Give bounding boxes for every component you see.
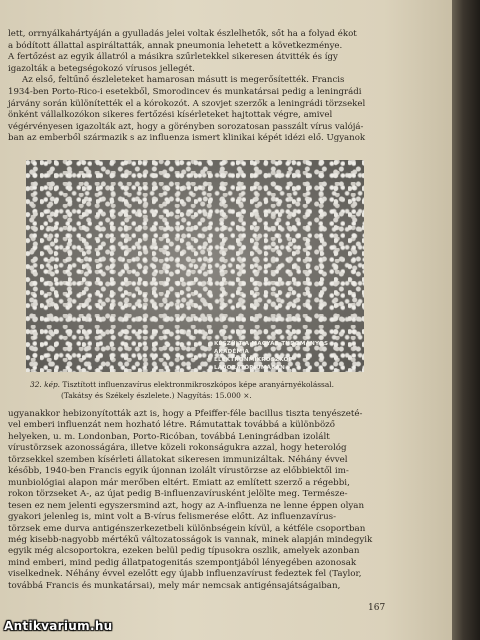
text-line: járvány során különítették el a kórokozót. A szovjet szerzők a leningrádi törzsekel [8, 98, 366, 109]
electron-micrograph-photo [26, 160, 364, 372]
book-spine [452, 0, 480, 640]
figure-caption [30, 379, 374, 401]
stamp-line: ELEKTRONMIKROSZKÓP LABORATÓRIUMÁBAN [214, 357, 293, 371]
text-line: törzsekkel szemben kísérleti állatokat sikeresen immunizáltak. Néhány évvel [8, 454, 348, 465]
text-line: mind emberi, mind pedig állatpatogenitás szempontjából lényegében azonosak [8, 557, 357, 568]
text-line: Az első, feltűnő észleleteket hamarosan másutt is megerősítették. Francis [22, 75, 345, 86]
text-line: egyik még alcsoportokra, ezeken belül pedig típusokra oszlik, amelyek azonban [8, 546, 360, 557]
watermark: Antikvarium.hu [4, 619, 113, 633]
stamp-line: KÉSZÜLT A MAGYAR TUDOMÁNYOS AKADÉMIA [214, 341, 329, 355]
photo-stamp [214, 340, 362, 372]
text-line: vel emberi influenzát nem hozható létre. Rámutattak továbbá a különböző [8, 420, 335, 431]
text-line: viselkednek. Néhány évvel ezelőtt egy újabb influenzavírust fedeztek fel (Taylor, [8, 569, 362, 580]
text-line: önként vállalkozókon sikeres fertőzési kísérleteket hajtottak végre, amivel [8, 110, 333, 121]
text-line: vírustörzsek azonosságára, illetve közeli rokonságukra azzal, hogy heterológ [8, 443, 347, 454]
text-line: 1934-ben Porto-Rico-i esetekből, Smorodincev és munkatársai pedig a leningrádi [8, 86, 362, 97]
text-line: a bódított állattal aspiráltatták, annak pneumonia lehetett a következménye. [8, 40, 343, 51]
caption-text: Tisztított influenzavírus elektronmikroszkópos képe aranyárnyékolással. [62, 380, 334, 389]
text-line: továbbá Francis és munkatársai), mely már nemcsak antigénsajátságaiban, [8, 580, 341, 591]
caption-text: (Takátsy és Székely észlelete.) Nagyítás: 15.000 ×. [61, 391, 252, 400]
text-line: később, 1940-ben Francis egyik újonnan izolált vírustörzse az előbbiektől im- [8, 466, 349, 477]
text-line: munbiológiai alapon már merőben eltért. Emiatt az említett szerző a régebbi, [8, 477, 350, 488]
text-line: végérvényesen igazolták azt, hogy a görényben sorozatosan passzált vírus valójá- [8, 121, 364, 132]
text-line: helyeken, u. m. Londonban, Porto-Ricóban, továbbá Leningrádban izolált [8, 431, 330, 442]
page-number: 167 [368, 603, 386, 613]
text-line: igazolták a betegségokozó vírusos jellegét. [8, 63, 195, 74]
text-line: lett, orrnyálkahártyáján a gyulladás jelei voltak észlelhetők, sőt ha a folyad ékot [8, 29, 357, 39]
text-line: törzsek eme durva antigénszerkezetbeli különbségein kívül, a kétféle csoportban [8, 523, 366, 534]
text-line: A fertőzést az egyik állatról a másikra szűrletekkel sikeresen átvitték és így [8, 52, 338, 63]
text-line: még kisebb-nagyobb mértékű változatosságok is vannak, minek alapján mindegyik [8, 534, 373, 545]
caption-label: 32. kép. [30, 380, 61, 389]
text-line: rokon törzseket A-, az újat pedig B-influenzavírusként jelölte meg. Természe- [8, 489, 348, 500]
text-line: gyakori jelenleg is, mint volt a B-vírus felismerése előtt. Az influenzavírus- [8, 512, 337, 523]
top-text-block [8, 29, 382, 145]
text-line: ban az emberből származik s az influenza ismert klinikai képét idézi elő. Ugyanok [8, 133, 366, 144]
text-line: ugyanakkor hebizonyították azt is, hogy a Pfeiffer-féle bacillus tiszta tenyészeté- [8, 409, 363, 419]
text-line: tesen ez nem jelenti egyszersmind azt, hogy az A-influenza ne lenne éppen olyan [8, 500, 365, 511]
bottom-text-block [8, 409, 382, 592]
